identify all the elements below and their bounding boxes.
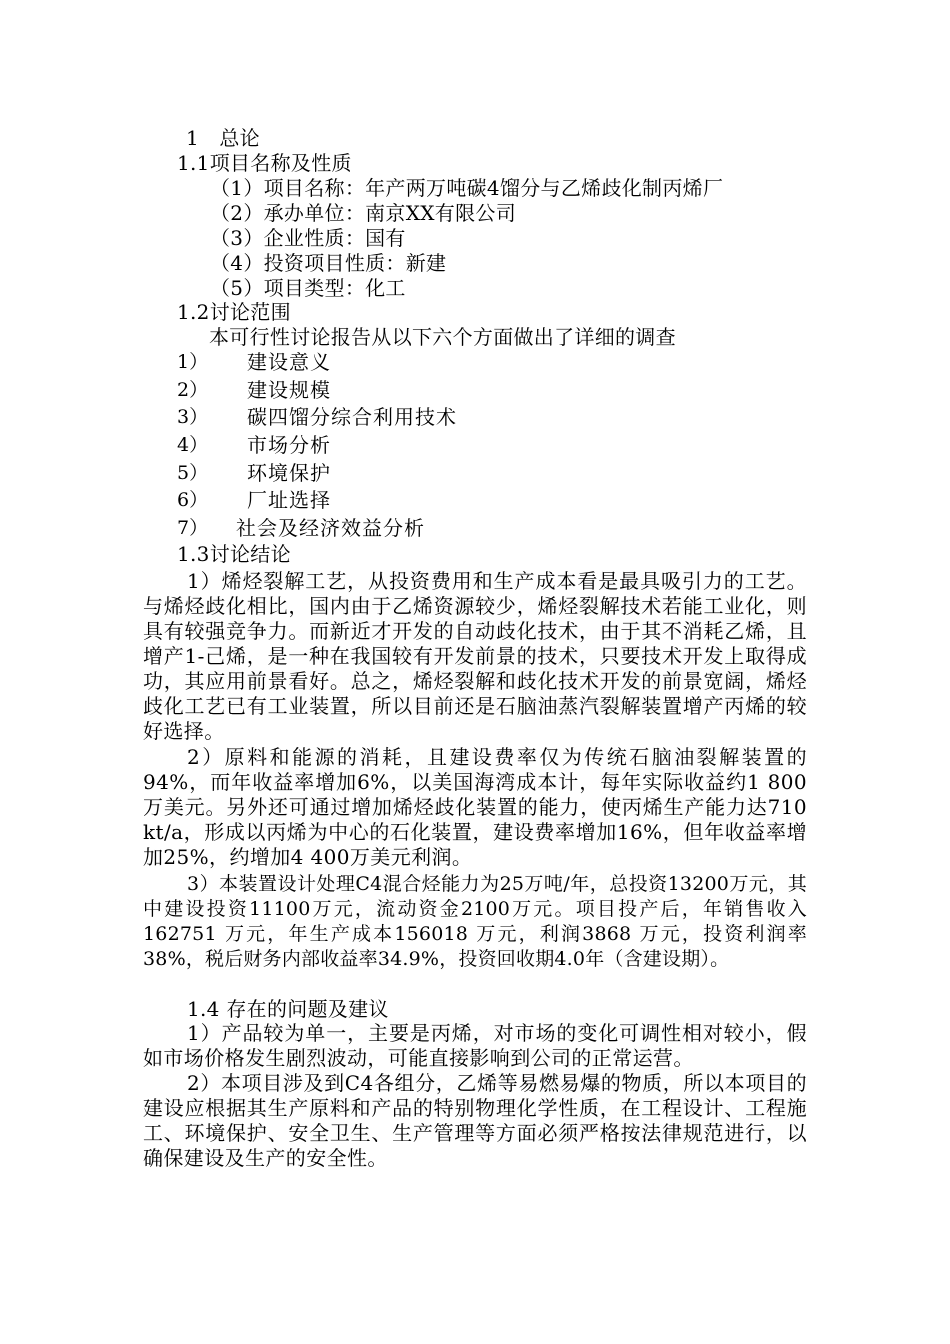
section-heading-1-2: 1.2讨论范围 xyxy=(177,300,291,324)
conclusion-paragraph: 2）原料和能源的消耗，且建设费率仅为传统石脑油裂解装置的94%，而年收益率增加6%，以美国海湾成本计，每年实际收益约1 800万美元。另外还可通过增加烯烃歧化装置的能力，使丙烯生产能力达710 kt/a，形成以丙烯为中心的石化装置，建设费率增加16%，但年收益率增加25%，约增加4 400万美元利润。 xyxy=(143,745,807,869)
chapter-heading: 1 总论 xyxy=(186,126,260,150)
section-heading-1-1: 1.1项目名称及性质 xyxy=(177,151,352,175)
scope-list-item: 建设意义 xyxy=(247,350,331,374)
project-item: （1）项目名称：年产两万吨碳4馏分与乙烯歧化制丙烯厂 xyxy=(210,176,724,200)
issue-paragraph: 2）本项目涉及到C4各组分，乙烯等易燃易爆的物质，所以本项目的建设应根据其生产原料和产品的特别物理化学性质，在工程设计、工程施工、环境保护、安全卫生、生产管理等方面必须严格按法律规范进行，以确保建设及生产的安全性。 xyxy=(143,1071,807,1170)
section-heading-1-4: 1.4 存在的问题及建议 xyxy=(187,997,389,1021)
scope-list-item: 建设规模 xyxy=(247,378,331,402)
scope-list-number: 1） xyxy=(177,351,209,373)
scope-list-item: 市场分析 xyxy=(247,433,331,457)
scope-list-item: 社会及经济效益分析 xyxy=(236,516,425,540)
conclusion-paragraph: 3）本装置设计处理C4混合烃能力为25万吨/年，总投资13200万元，其中建设投资11100万元，流动资金2100万元。项目投产后，年销售收入162751 万元，年生产成本156018 万元，利润3868 万元，投资利润率38%，税后财务内部收益率34.9%，投资回收期4.0年（含建设期）。 xyxy=(143,873,807,970)
scope-list-number: 4） xyxy=(177,434,209,456)
scope-list-number: 2） xyxy=(177,379,209,401)
scope-list-item: 环境保护 xyxy=(247,461,331,485)
project-item: （3）企业性质：国有 xyxy=(210,226,406,250)
project-item: （4）投资项目性质：新建 xyxy=(210,251,447,275)
conclusion-paragraph: 1）烯烃裂解工艺，从投资费用和生产成本看是最具吸引力的工艺。与烯烃歧化相比，国内由于乙烯资源较少，烯烃裂解技术若能工业化，则具有较强竞争力。而新近才开发的自动歧化技术，由于其不消耗乙烯，且增产1-己烯，是一种在我国较有开发前景的技术，只要技术开发上取得成功，其应用前景看好。总之，烯烃裂解和歧化技术开发的前景宽阔，烯烃歧化工艺已有工业装置，所以目前还是石脑油蒸汽裂解装置增产丙烯的较好选择。 xyxy=(143,569,807,743)
project-item: （2）承办单位：南京XX有限公司 xyxy=(210,201,517,225)
scope-list-item: 厂址选择 xyxy=(247,488,331,512)
project-item: （5）项目类型：化工 xyxy=(210,276,406,300)
scope-list-number: 5） xyxy=(177,462,209,484)
scope-list-number: 3） xyxy=(177,406,209,428)
section-heading-1-3: 1.3讨论结论 xyxy=(177,542,291,566)
scope-list-item: 碳四馏分综合利用技术 xyxy=(247,405,457,429)
issue-paragraph: 1）产品较为单一，主要是丙烯，对市场的变化可调性相对较小，假如市场价格发生剧烈波动，可能直接影响到公司的正常运营。 xyxy=(143,1021,807,1070)
scope-list-number: 7） xyxy=(177,517,209,539)
scope-intro: 本可行性讨论报告从以下六个方面做出了详细的调查 xyxy=(209,325,676,349)
scope-list-number: 6） xyxy=(177,489,209,511)
